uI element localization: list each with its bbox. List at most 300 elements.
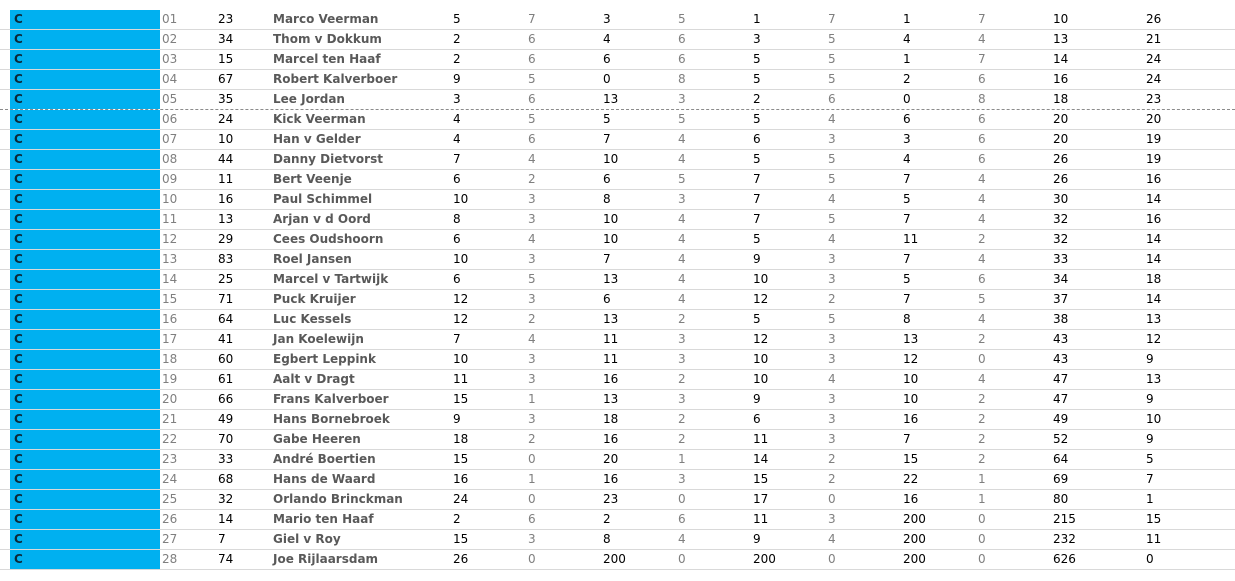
score-cell-8[interactable]: 0 bbox=[978, 512, 986, 526]
class-cell[interactable]: C bbox=[10, 330, 160, 349]
position-cell[interactable]: 24 bbox=[162, 472, 178, 486]
score-cell-9[interactable]: 626 bbox=[1053, 552, 1076, 566]
score-cell-9[interactable]: 20 bbox=[1053, 112, 1069, 126]
position-cell[interactable]: 17 bbox=[162, 332, 178, 346]
score-cell-1[interactable]: 6 bbox=[453, 172, 461, 186]
score-cell-4[interactable]: 4 bbox=[678, 252, 686, 266]
score-cell-7[interactable]: 7 bbox=[903, 212, 911, 226]
score-cell-9[interactable]: 16 bbox=[1053, 72, 1069, 86]
table-row[interactable] bbox=[0, 90, 1235, 110]
score-cell-10[interactable]: 10 bbox=[1146, 412, 1162, 426]
class-cell[interactable]: C bbox=[10, 110, 160, 129]
score-cell-2[interactable]: 6 bbox=[528, 52, 536, 66]
score-cell-4[interactable]: 3 bbox=[678, 352, 686, 366]
score-cell-2[interactable]: 2 bbox=[528, 172, 536, 186]
position-cell[interactable]: 01 bbox=[162, 12, 178, 26]
score-cell-7[interactable]: 5 bbox=[903, 272, 911, 286]
rider-number-cell[interactable]: 29 bbox=[218, 232, 234, 246]
position-cell[interactable]: 19 bbox=[162, 372, 178, 386]
score-cell-5[interactable]: 7 bbox=[753, 172, 761, 186]
score-cell-7[interactable]: 4 bbox=[903, 32, 911, 46]
score-cell-8[interactable]: 4 bbox=[978, 312, 986, 326]
position-cell[interactable]: 20 bbox=[162, 392, 178, 406]
score-cell-1[interactable]: 7 bbox=[453, 152, 461, 166]
score-cell-8[interactable]: 5 bbox=[978, 292, 986, 306]
position-cell[interactable]: 23 bbox=[162, 452, 178, 466]
rider-name-cell[interactable]: Jan Koelewijn bbox=[273, 332, 364, 346]
score-cell-9[interactable]: 215 bbox=[1053, 512, 1076, 526]
score-cell-6[interactable]: 3 bbox=[828, 392, 836, 406]
score-cell-7[interactable]: 15 bbox=[903, 452, 919, 466]
table-row[interactable] bbox=[0, 130, 1235, 150]
score-cell-9[interactable]: 43 bbox=[1053, 332, 1069, 346]
score-cell-10[interactable]: 0 bbox=[1146, 552, 1154, 566]
score-cell-2[interactable]: 6 bbox=[528, 32, 536, 46]
score-cell-1[interactable]: 6 bbox=[453, 272, 461, 286]
score-cell-10[interactable]: 11 bbox=[1146, 532, 1162, 546]
score-cell-7[interactable]: 3 bbox=[903, 132, 911, 146]
rider-name-cell[interactable]: Egbert Leppink bbox=[273, 352, 376, 366]
score-cell-4[interactable]: 5 bbox=[678, 112, 686, 126]
score-cell-3[interactable]: 8 bbox=[603, 532, 611, 546]
score-cell-2[interactable]: 3 bbox=[528, 352, 536, 366]
score-cell-1[interactable]: 15 bbox=[453, 532, 469, 546]
score-cell-6[interactable]: 4 bbox=[828, 532, 836, 546]
score-cell-1[interactable]: 5 bbox=[453, 12, 461, 26]
score-cell-4[interactable]: 6 bbox=[678, 32, 686, 46]
rider-number-cell[interactable]: 64 bbox=[218, 312, 234, 326]
score-cell-2[interactable]: 7 bbox=[528, 12, 536, 26]
class-cell[interactable]: C bbox=[10, 10, 160, 29]
score-cell-9[interactable]: 232 bbox=[1053, 532, 1076, 546]
rider-number-cell[interactable]: 16 bbox=[218, 192, 234, 206]
score-cell-4[interactable]: 4 bbox=[678, 152, 686, 166]
score-cell-2[interactable]: 0 bbox=[528, 452, 536, 466]
score-cell-8[interactable]: 1 bbox=[978, 492, 986, 506]
score-cell-3[interactable]: 200 bbox=[603, 552, 626, 566]
score-cell-10[interactable]: 14 bbox=[1146, 232, 1162, 246]
score-cell-10[interactable]: 9 bbox=[1146, 432, 1154, 446]
score-cell-1[interactable]: 16 bbox=[453, 472, 469, 486]
position-cell[interactable]: 04 bbox=[162, 72, 178, 86]
score-cell-10[interactable]: 14 bbox=[1146, 292, 1162, 306]
rider-name-cell[interactable]: Frans Kalverboer bbox=[273, 392, 389, 406]
score-cell-5[interactable]: 10 bbox=[753, 352, 769, 366]
score-cell-5[interactable]: 7 bbox=[753, 192, 761, 206]
score-cell-6[interactable]: 4 bbox=[828, 372, 836, 386]
score-cell-7[interactable]: 11 bbox=[903, 232, 919, 246]
score-cell-6[interactable]: 3 bbox=[828, 352, 836, 366]
score-cell-10[interactable]: 13 bbox=[1146, 372, 1162, 386]
position-cell[interactable]: 09 bbox=[162, 172, 178, 186]
score-cell-5[interactable]: 12 bbox=[753, 332, 769, 346]
score-cell-1[interactable]: 9 bbox=[453, 72, 461, 86]
score-cell-4[interactable]: 2 bbox=[678, 372, 686, 386]
score-cell-8[interactable]: 4 bbox=[978, 192, 986, 206]
class-cell[interactable]: C bbox=[10, 70, 160, 89]
rider-name-cell[interactable]: Han v Gelder bbox=[273, 132, 361, 146]
class-cell[interactable]: C bbox=[10, 550, 160, 569]
score-cell-8[interactable]: 6 bbox=[978, 132, 986, 146]
table-row[interactable] bbox=[0, 330, 1235, 350]
score-cell-1[interactable]: 11 bbox=[453, 372, 469, 386]
score-cell-6[interactable]: 3 bbox=[828, 432, 836, 446]
score-cell-10[interactable]: 24 bbox=[1146, 52, 1162, 66]
score-cell-4[interactable]: 2 bbox=[678, 432, 686, 446]
score-cell-10[interactable]: 7 bbox=[1146, 472, 1154, 486]
score-cell-10[interactable]: 19 bbox=[1146, 152, 1162, 166]
position-cell[interactable]: 26 bbox=[162, 512, 178, 526]
score-cell-2[interactable]: 3 bbox=[528, 292, 536, 306]
score-cell-4[interactable]: 1 bbox=[678, 452, 686, 466]
table-row[interactable] bbox=[0, 230, 1235, 250]
rider-number-cell[interactable]: 7 bbox=[218, 532, 226, 546]
score-cell-1[interactable]: 10 bbox=[453, 192, 469, 206]
score-cell-7[interactable]: 16 bbox=[903, 492, 919, 506]
rider-name-cell[interactable]: Marco Veerman bbox=[273, 12, 379, 26]
score-cell-9[interactable]: 10 bbox=[1053, 12, 1069, 26]
table-row[interactable] bbox=[0, 50, 1235, 70]
score-cell-4[interactable]: 4 bbox=[678, 232, 686, 246]
rider-name-cell[interactable]: Marcel ten Haaf bbox=[273, 52, 381, 66]
score-cell-1[interactable]: 2 bbox=[453, 512, 461, 526]
score-cell-1[interactable]: 3 bbox=[453, 92, 461, 106]
position-cell[interactable]: 07 bbox=[162, 132, 178, 146]
table-row[interactable] bbox=[0, 530, 1235, 550]
score-cell-5[interactable]: 200 bbox=[753, 552, 776, 566]
score-cell-3[interactable]: 6 bbox=[603, 292, 611, 306]
rider-name-cell[interactable]: Arjan v d Oord bbox=[273, 212, 371, 226]
position-cell[interactable]: 06 bbox=[162, 112, 178, 126]
class-cell[interactable]: C bbox=[10, 410, 160, 429]
rider-number-cell[interactable]: 34 bbox=[218, 32, 234, 46]
position-cell[interactable]: 15 bbox=[162, 292, 178, 306]
score-cell-9[interactable]: 43 bbox=[1053, 352, 1069, 366]
score-cell-2[interactable]: 5 bbox=[528, 272, 536, 286]
score-cell-10[interactable]: 9 bbox=[1146, 392, 1154, 406]
score-cell-3[interactable]: 6 bbox=[603, 172, 611, 186]
score-cell-4[interactable]: 2 bbox=[678, 412, 686, 426]
table-row[interactable] bbox=[0, 150, 1235, 170]
rider-number-cell[interactable]: 14 bbox=[218, 512, 234, 526]
score-cell-3[interactable]: 11 bbox=[603, 352, 619, 366]
rider-number-cell[interactable]: 13 bbox=[218, 212, 234, 226]
score-cell-9[interactable]: 47 bbox=[1053, 372, 1069, 386]
score-cell-1[interactable]: 2 bbox=[453, 52, 461, 66]
score-cell-7[interactable]: 5 bbox=[903, 192, 911, 206]
score-cell-8[interactable]: 0 bbox=[978, 552, 986, 566]
score-cell-7[interactable]: 16 bbox=[903, 412, 919, 426]
score-cell-3[interactable]: 13 bbox=[603, 312, 619, 326]
score-cell-2[interactable]: 6 bbox=[528, 92, 536, 106]
score-cell-3[interactable]: 7 bbox=[603, 132, 611, 146]
rider-name-cell[interactable]: Kick Veerman bbox=[273, 112, 366, 126]
score-cell-8[interactable]: 6 bbox=[978, 72, 986, 86]
score-cell-5[interactable]: 6 bbox=[753, 412, 761, 426]
score-cell-3[interactable]: 13 bbox=[603, 392, 619, 406]
score-cell-9[interactable]: 38 bbox=[1053, 312, 1069, 326]
score-cell-1[interactable]: 7 bbox=[453, 332, 461, 346]
score-cell-2[interactable]: 0 bbox=[528, 552, 536, 566]
score-cell-4[interactable]: 0 bbox=[678, 552, 686, 566]
score-cell-8[interactable]: 6 bbox=[978, 112, 986, 126]
table-row[interactable] bbox=[0, 350, 1235, 370]
score-cell-9[interactable]: 26 bbox=[1053, 152, 1069, 166]
score-cell-6[interactable]: 3 bbox=[828, 332, 836, 346]
position-cell[interactable]: 02 bbox=[162, 32, 178, 46]
score-cell-6[interactable]: 5 bbox=[828, 52, 836, 66]
table-row[interactable] bbox=[0, 450, 1235, 470]
rider-number-cell[interactable]: 11 bbox=[218, 172, 234, 186]
score-cell-4[interactable]: 4 bbox=[678, 532, 686, 546]
score-cell-6[interactable]: 5 bbox=[828, 32, 836, 46]
class-cell[interactable]: C bbox=[10, 370, 160, 389]
score-cell-2[interactable]: 2 bbox=[528, 312, 536, 326]
score-cell-9[interactable]: 47 bbox=[1053, 392, 1069, 406]
class-cell[interactable]: C bbox=[10, 350, 160, 369]
score-cell-7[interactable]: 1 bbox=[903, 12, 911, 26]
score-cell-4[interactable]: 4 bbox=[678, 292, 686, 306]
rider-number-cell[interactable]: 68 bbox=[218, 472, 234, 486]
position-cell[interactable]: 25 bbox=[162, 492, 178, 506]
score-cell-10[interactable]: 18 bbox=[1146, 272, 1162, 286]
position-cell[interactable]: 22 bbox=[162, 432, 178, 446]
score-cell-5[interactable]: 9 bbox=[753, 532, 761, 546]
score-cell-9[interactable]: 69 bbox=[1053, 472, 1069, 486]
score-cell-3[interactable]: 13 bbox=[603, 272, 619, 286]
table-row[interactable] bbox=[0, 430, 1235, 450]
rider-name-cell[interactable]: Lee Jordan bbox=[273, 92, 345, 106]
rider-number-cell[interactable]: 23 bbox=[218, 12, 234, 26]
class-cell[interactable]: C bbox=[10, 210, 160, 229]
rider-number-cell[interactable]: 60 bbox=[218, 352, 234, 366]
score-cell-5[interactable]: 5 bbox=[753, 152, 761, 166]
score-cell-6[interactable]: 0 bbox=[828, 552, 836, 566]
rider-number-cell[interactable]: 15 bbox=[218, 52, 234, 66]
score-cell-7[interactable]: 200 bbox=[903, 512, 926, 526]
table-row[interactable] bbox=[0, 70, 1235, 90]
rider-name-cell[interactable]: André Boertien bbox=[273, 452, 376, 466]
score-cell-5[interactable]: 5 bbox=[753, 52, 761, 66]
score-cell-8[interactable]: 7 bbox=[978, 52, 986, 66]
score-cell-9[interactable]: 33 bbox=[1053, 252, 1069, 266]
score-cell-2[interactable]: 5 bbox=[528, 72, 536, 86]
score-cell-9[interactable]: 52 bbox=[1053, 432, 1069, 446]
score-cell-7[interactable]: 7 bbox=[903, 292, 911, 306]
score-cell-10[interactable]: 1 bbox=[1146, 492, 1154, 506]
class-cell[interactable]: C bbox=[10, 470, 160, 489]
score-cell-10[interactable]: 19 bbox=[1146, 132, 1162, 146]
position-cell[interactable]: 05 bbox=[162, 92, 178, 106]
score-cell-6[interactable]: 5 bbox=[828, 312, 836, 326]
score-cell-8[interactable]: 4 bbox=[978, 252, 986, 266]
score-cell-2[interactable]: 3 bbox=[528, 252, 536, 266]
score-cell-7[interactable]: 10 bbox=[903, 372, 919, 386]
score-cell-3[interactable]: 10 bbox=[603, 232, 619, 246]
score-cell-1[interactable]: 24 bbox=[453, 492, 469, 506]
score-cell-1[interactable]: 12 bbox=[453, 292, 469, 306]
score-cell-10[interactable]: 13 bbox=[1146, 312, 1162, 326]
position-cell[interactable]: 28 bbox=[162, 552, 178, 566]
score-cell-8[interactable]: 6 bbox=[978, 152, 986, 166]
score-cell-7[interactable]: 4 bbox=[903, 152, 911, 166]
score-cell-10[interactable]: 26 bbox=[1146, 12, 1162, 26]
score-cell-2[interactable]: 0 bbox=[528, 492, 536, 506]
score-cell-10[interactable]: 21 bbox=[1146, 32, 1162, 46]
score-cell-3[interactable]: 16 bbox=[603, 372, 619, 386]
score-cell-4[interactable]: 5 bbox=[678, 12, 686, 26]
class-cell[interactable]: C bbox=[10, 150, 160, 169]
score-cell-6[interactable]: 2 bbox=[828, 472, 836, 486]
table-row[interactable] bbox=[0, 390, 1235, 410]
score-cell-6[interactable]: 3 bbox=[828, 412, 836, 426]
rider-number-cell[interactable]: 25 bbox=[218, 272, 234, 286]
score-cell-6[interactable]: 6 bbox=[828, 92, 836, 106]
score-cell-1[interactable]: 4 bbox=[453, 132, 461, 146]
score-cell-7[interactable]: 7 bbox=[903, 172, 911, 186]
class-cell[interactable]: C bbox=[10, 390, 160, 409]
class-cell[interactable]: C bbox=[10, 270, 160, 289]
score-cell-4[interactable]: 2 bbox=[678, 312, 686, 326]
rider-name-cell[interactable]: Bert Veenje bbox=[273, 172, 352, 186]
score-cell-3[interactable]: 11 bbox=[603, 332, 619, 346]
score-cell-6[interactable]: 4 bbox=[828, 112, 836, 126]
score-cell-8[interactable]: 1 bbox=[978, 472, 986, 486]
score-cell-6[interactable]: 3 bbox=[828, 132, 836, 146]
score-cell-2[interactable]: 3 bbox=[528, 212, 536, 226]
score-cell-4[interactable]: 4 bbox=[678, 132, 686, 146]
rider-name-cell[interactable]: Cees Oudshoorn bbox=[273, 232, 384, 246]
score-cell-7[interactable]: 10 bbox=[903, 392, 919, 406]
score-cell-3[interactable]: 16 bbox=[603, 472, 619, 486]
score-cell-2[interactable]: 3 bbox=[528, 412, 536, 426]
score-cell-9[interactable]: 14 bbox=[1053, 52, 1069, 66]
class-cell[interactable]: C bbox=[10, 130, 160, 149]
score-cell-10[interactable]: 9 bbox=[1146, 352, 1154, 366]
table-row[interactable] bbox=[0, 370, 1235, 390]
class-cell[interactable]: C bbox=[10, 170, 160, 189]
score-cell-5[interactable]: 10 bbox=[753, 372, 769, 386]
class-cell[interactable]: C bbox=[10, 50, 160, 69]
score-cell-9[interactable]: 18 bbox=[1053, 92, 1069, 106]
position-cell[interactable]: 13 bbox=[162, 252, 178, 266]
score-cell-6[interactable]: 3 bbox=[828, 252, 836, 266]
class-cell[interactable]: C bbox=[10, 450, 160, 469]
table-row[interactable] bbox=[0, 170, 1235, 190]
position-cell[interactable]: 18 bbox=[162, 352, 178, 366]
table-row[interactable] bbox=[0, 290, 1235, 310]
score-cell-7[interactable]: 200 bbox=[903, 532, 926, 546]
score-cell-1[interactable]: 18 bbox=[453, 432, 469, 446]
score-cell-2[interactable]: 3 bbox=[528, 192, 536, 206]
table-row[interactable] bbox=[0, 410, 1235, 430]
score-cell-10[interactable]: 12 bbox=[1146, 332, 1162, 346]
score-cell-1[interactable]: 9 bbox=[453, 412, 461, 426]
table-row[interactable] bbox=[0, 210, 1235, 230]
score-cell-9[interactable]: 80 bbox=[1053, 492, 1069, 506]
score-cell-6[interactable]: 3 bbox=[828, 272, 836, 286]
score-cell-4[interactable]: 4 bbox=[678, 212, 686, 226]
rider-number-cell[interactable]: 33 bbox=[218, 452, 234, 466]
score-cell-2[interactable]: 2 bbox=[528, 432, 536, 446]
score-cell-9[interactable]: 20 bbox=[1053, 132, 1069, 146]
score-cell-1[interactable]: 26 bbox=[453, 552, 469, 566]
score-cell-4[interactable]: 6 bbox=[678, 512, 686, 526]
rider-name-cell[interactable]: Marcel v Tartwijk bbox=[273, 272, 389, 286]
rider-number-cell[interactable]: 24 bbox=[218, 112, 234, 126]
class-cell[interactable]: C bbox=[10, 530, 160, 549]
score-cell-3[interactable]: 3 bbox=[603, 12, 611, 26]
class-cell[interactable]: C bbox=[10, 510, 160, 529]
score-cell-4[interactable]: 0 bbox=[678, 492, 686, 506]
score-cell-4[interactable]: 3 bbox=[678, 92, 686, 106]
rider-name-cell[interactable]: Aalt v Dragt bbox=[273, 372, 355, 386]
rider-name-cell[interactable]: Joe Rijlaarsdam bbox=[273, 552, 379, 566]
score-cell-2[interactable]: 5 bbox=[528, 112, 536, 126]
score-cell-1[interactable]: 8 bbox=[453, 212, 461, 226]
score-cell-8[interactable]: 2 bbox=[978, 452, 986, 466]
table-row[interactable] bbox=[0, 250, 1235, 270]
score-cell-9[interactable]: 13 bbox=[1053, 32, 1069, 46]
class-cell[interactable]: C bbox=[10, 310, 160, 329]
rider-number-cell[interactable]: 10 bbox=[218, 132, 234, 146]
rider-number-cell[interactable]: 71 bbox=[218, 292, 234, 306]
score-cell-5[interactable]: 11 bbox=[753, 512, 769, 526]
score-cell-2[interactable]: 3 bbox=[528, 532, 536, 546]
score-cell-5[interactable]: 1 bbox=[753, 12, 761, 26]
rider-name-cell[interactable]: Gabe Heeren bbox=[273, 432, 361, 446]
score-cell-6[interactable]: 7 bbox=[828, 12, 836, 26]
score-cell-4[interactable]: 8 bbox=[678, 72, 686, 86]
score-cell-6[interactable]: 5 bbox=[828, 212, 836, 226]
position-cell[interactable]: 11 bbox=[162, 212, 178, 226]
score-cell-9[interactable]: 34 bbox=[1053, 272, 1069, 286]
score-cell-2[interactable]: 4 bbox=[528, 332, 536, 346]
score-cell-8[interactable]: 2 bbox=[978, 412, 986, 426]
score-cell-7[interactable]: 0 bbox=[903, 92, 911, 106]
score-cell-1[interactable]: 6 bbox=[453, 232, 461, 246]
table-row[interactable] bbox=[0, 310, 1235, 330]
rider-name-cell[interactable]: Puck Kruijer bbox=[273, 292, 356, 306]
score-cell-2[interactable]: 6 bbox=[528, 512, 536, 526]
table-row[interactable] bbox=[0, 190, 1235, 210]
position-cell[interactable]: 14 bbox=[162, 272, 178, 286]
score-cell-3[interactable]: 5 bbox=[603, 112, 611, 126]
score-cell-9[interactable]: 26 bbox=[1053, 172, 1069, 186]
rider-name-cell[interactable]: Paul Schimmel bbox=[273, 192, 373, 206]
position-cell[interactable]: 16 bbox=[162, 312, 178, 326]
rider-name-cell[interactable]: Mario ten Haaf bbox=[273, 512, 374, 526]
score-cell-6[interactable]: 0 bbox=[828, 492, 836, 506]
score-cell-5[interactable]: 17 bbox=[753, 492, 769, 506]
rider-name-cell[interactable]: Thom v Dokkum bbox=[273, 32, 382, 46]
score-cell-7[interactable]: 12 bbox=[903, 352, 919, 366]
class-cell[interactable]: C bbox=[10, 490, 160, 509]
score-cell-8[interactable]: 6 bbox=[978, 272, 986, 286]
score-cell-10[interactable]: 14 bbox=[1146, 192, 1162, 206]
score-cell-4[interactable]: 5 bbox=[678, 172, 686, 186]
score-cell-9[interactable]: 32 bbox=[1053, 232, 1069, 246]
score-cell-7[interactable]: 6 bbox=[903, 112, 911, 126]
score-cell-5[interactable]: 3 bbox=[753, 32, 761, 46]
score-cell-10[interactable]: 16 bbox=[1146, 212, 1162, 226]
table-row[interactable] bbox=[0, 470, 1235, 490]
class-cell[interactable]: C bbox=[10, 30, 160, 49]
score-cell-7[interactable]: 13 bbox=[903, 332, 919, 346]
score-cell-10[interactable]: 14 bbox=[1146, 252, 1162, 266]
score-cell-3[interactable]: 16 bbox=[603, 432, 619, 446]
rider-number-cell[interactable]: 32 bbox=[218, 492, 234, 506]
